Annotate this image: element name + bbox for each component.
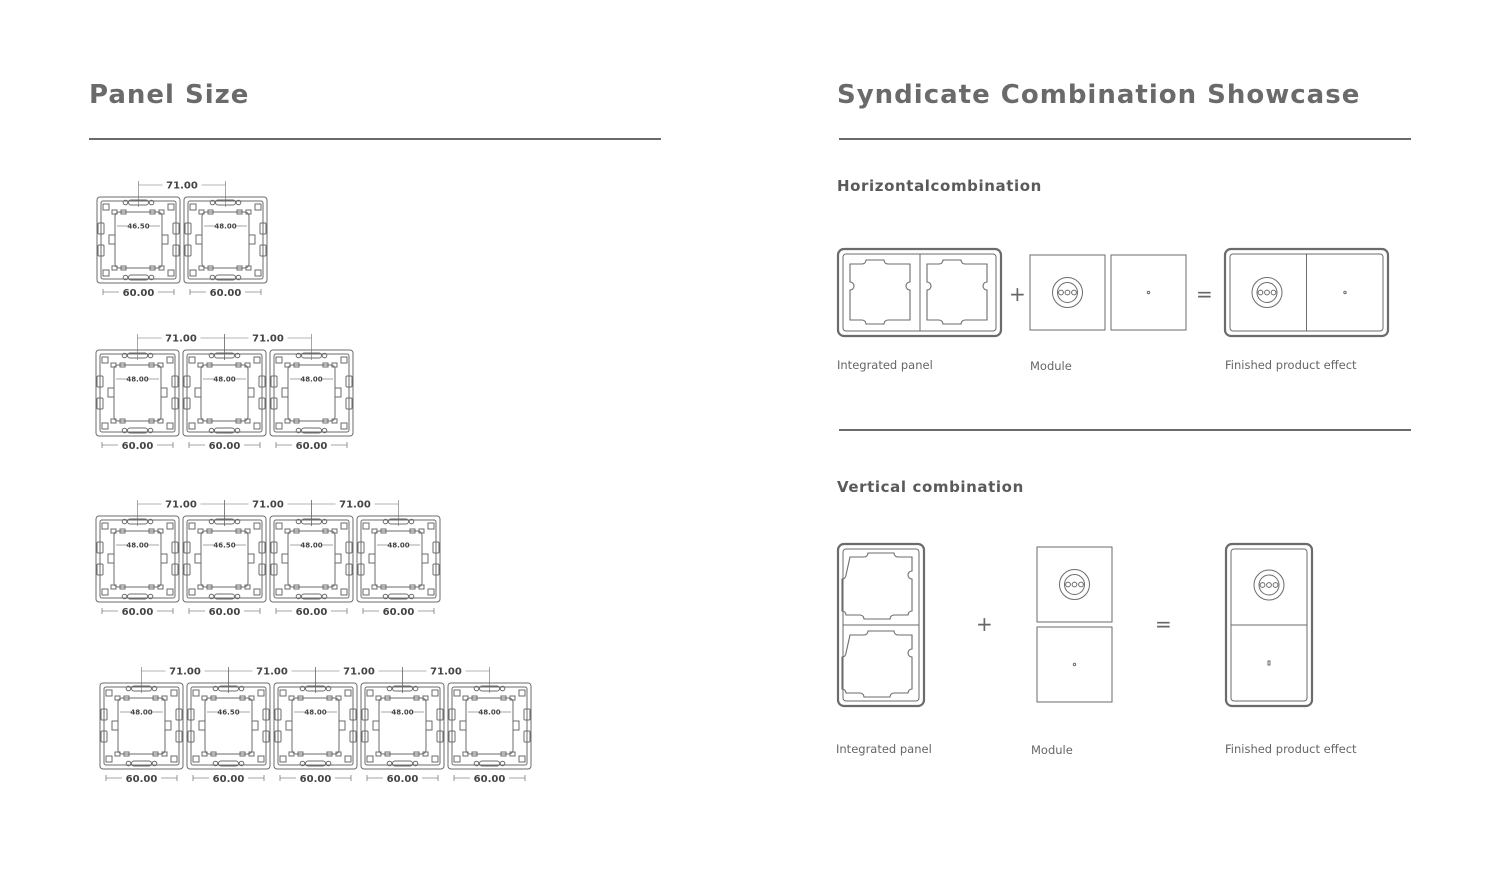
mounting-frame <box>274 683 357 785</box>
vertical-integrated-panel <box>838 544 924 706</box>
pitch-dimension-label: 71.00 <box>252 499 284 511</box>
width-dimension-label: 60.00 <box>209 288 242 299</box>
module-dimension-label: 48.00 <box>130 708 153 717</box>
horizontal-module <box>1030 255 1186 330</box>
vertical-combination-diagram <box>830 535 1330 715</box>
mounting-frame <box>183 350 266 452</box>
panel-size-title: Panel Size <box>89 80 250 110</box>
module-dimension-label: 48.00 <box>478 708 501 717</box>
pitch-dimension-label: 71.00 <box>166 180 198 192</box>
module-dimension-label: 48.00 <box>300 541 323 550</box>
module-dimension-label: 46.50 <box>127 222 150 231</box>
showcase-divider-top <box>839 138 1411 140</box>
module-dimension-label: 48.00 <box>126 541 149 550</box>
pitch-dimension-label: 71.00 <box>339 499 371 511</box>
panel-size-row-3-gang <box>96 334 353 453</box>
mounting-frame <box>361 683 444 785</box>
width-dimension-label: 60.00 <box>212 774 245 785</box>
showcase-title: Syndicate Combination Showcase <box>837 80 1361 110</box>
horizontal-combination-diagram <box>830 240 1400 350</box>
width-dimension-label: 60.00 <box>473 774 506 785</box>
horizontal-caption-result: Finished product effect <box>1225 358 1357 372</box>
width-dimension-label: 60.00 <box>121 441 154 452</box>
module-dimension-label: 48.00 <box>300 375 323 384</box>
module-dimension-label: 48.00 <box>387 541 410 550</box>
horizontal-finished-product <box>1225 249 1388 336</box>
horizontal-caption-panel: Integrated panel <box>837 358 933 372</box>
module-dimension-label: 48.00 <box>304 708 327 717</box>
module-dimension-label: 48.00 <box>214 222 237 231</box>
width-dimension-label: 60.00 <box>295 441 328 452</box>
width-dimension-label: 60.00 <box>122 288 155 299</box>
hcut-1 <box>850 260 910 324</box>
horizontal-caption-module: Module <box>1030 359 1072 373</box>
width-dimension-label: 60.00 <box>121 607 154 618</box>
vertical-finished-product <box>1226 544 1312 706</box>
vertical-equals-sign: = <box>1155 612 1172 636</box>
horizontal-integrated-panel <box>838 249 1001 336</box>
mounting-frame <box>96 350 179 452</box>
mounting-frame <box>270 516 353 618</box>
vertical-module <box>1037 547 1112 702</box>
mounting-frame <box>357 516 440 618</box>
width-dimension-label: 60.00 <box>386 774 419 785</box>
pitch-dimension-label: 71.00 <box>165 499 197 511</box>
pitch-dimension-label: 71.00 <box>252 333 284 345</box>
module-dimension-label: 46.50 <box>217 708 240 717</box>
panel-size-row-4-gang <box>96 500 440 619</box>
module-dimension-label: 48.00 <box>126 375 149 384</box>
width-dimension-label: 60.00 <box>382 607 415 618</box>
width-dimension-label: 60.00 <box>299 774 332 785</box>
pitch-dimension-label: 71.00 <box>343 666 375 678</box>
vertical-caption-panel: Integrated panel <box>836 742 932 756</box>
vertical-plus-sign: + <box>976 612 993 636</box>
mounting-frame <box>184 197 267 299</box>
width-dimension-label: 60.00 <box>125 774 158 785</box>
module-dimension-label: 48.00 <box>213 375 236 384</box>
horizontal-plus-sign: + <box>1009 282 1026 306</box>
mounting-frame <box>100 683 183 785</box>
panel-size-row-5-gang <box>100 667 531 786</box>
pitch-dimension-label: 71.00 <box>169 666 201 678</box>
vertical-combination-title: Vertical combination <box>837 478 1024 496</box>
panel-size-row-2-gang <box>97 181 267 300</box>
vertical-caption-module: Module <box>1031 743 1073 757</box>
width-dimension-label: 60.00 <box>208 607 241 618</box>
mounting-frame <box>187 683 270 785</box>
module-dimension-label: 48.00 <box>391 708 414 717</box>
vertical-caption-result: Finished product effect <box>1225 742 1357 756</box>
pitch-dimension-label: 71.00 <box>165 333 197 345</box>
pitch-dimension-label: 71.00 <box>256 666 288 678</box>
mounting-frame <box>270 350 353 452</box>
module-dimension-label: 46.50 <box>213 541 236 550</box>
showcase-divider-middle <box>839 429 1411 431</box>
hcut-2 <box>927 260 987 324</box>
mounting-frame <box>448 683 531 785</box>
mounting-frame <box>97 197 180 299</box>
width-dimension-label: 60.00 <box>208 441 241 452</box>
vcut-2 <box>842 631 912 697</box>
width-dimension-label: 60.00 <box>295 607 328 618</box>
horizontal-equals-sign: = <box>1196 282 1213 306</box>
vcut-1 <box>842 553 912 619</box>
horizontal-combination-title: Horizontalcombination <box>837 177 1042 195</box>
mounting-frame <box>96 516 179 618</box>
pitch-dimension-label: 71.00 <box>430 666 462 678</box>
mounting-frame <box>183 516 266 618</box>
